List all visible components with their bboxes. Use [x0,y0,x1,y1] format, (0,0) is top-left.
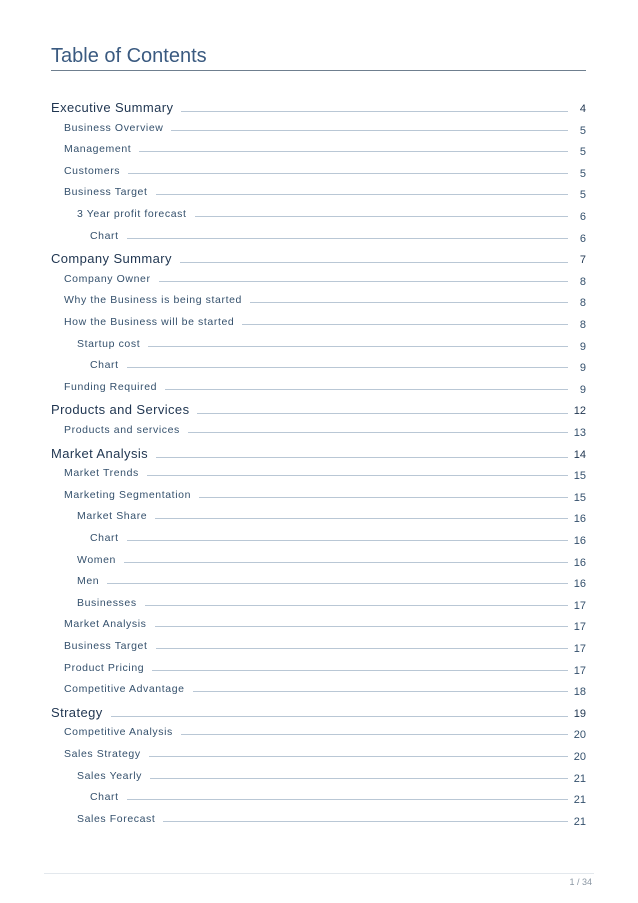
toc-entry-page-number: 9 [579,362,586,375]
toc-entry-label: Market Analysis [64,618,147,631]
toc-section-entry[interactable] [51,402,586,417]
toc-leader-line [128,172,568,174]
toc-entry-page-number: 16 [573,556,586,569]
footer-divider [44,873,594,874]
toc-leader-line [193,690,568,692]
toc-entry-page-number: 8 [579,275,586,288]
toc-leader-line [155,625,568,627]
toc-entry-page-number: 17 [573,643,586,655]
toc-entry[interactable] [77,208,586,223]
toc-entry-label: Management [64,143,132,156]
toc-entry-page-number: 14 [573,448,586,461]
toc-entry-page-number: 21 [573,794,586,807]
toc-leader-line [165,388,568,390]
toc-entry-page-number: 18 [573,686,586,699]
toc-leader-line [111,715,568,717]
toc-entry[interactable] [90,791,586,807]
toc-entry[interactable] [64,618,586,634]
toc-entry-page-number: 17 [573,664,586,677]
toc-entry[interactable] [64,748,586,763]
toc-entry[interactable] [64,467,586,483]
toc-entry-label: Women [77,553,116,566]
toc-entry[interactable] [77,769,586,785]
toc-entry-label: Market Share [77,510,148,523]
toc-entry-label: Products and Services [51,402,190,418]
toc-leader-line [148,345,568,347]
toc-leader-line [127,366,568,368]
toc-entry-page-number: 19 [573,707,586,720]
toc-entry-page-number: 5 [579,124,586,137]
toc-entry-page-number: 17 [573,621,586,634]
toc-entry-page-number: 20 [573,729,586,742]
toc-entry-page-number: 16 [573,513,586,526]
toc-leader-line [156,647,568,649]
toc-entry[interactable] [90,359,586,375]
toc-entry-page-number: 4 [579,103,586,115]
toc-leader-line [156,193,568,195]
toc-entry[interactable] [64,640,586,655]
toc-entry-label: Strategy [51,704,103,720]
toc-entry-page-number: 7 [579,254,586,267]
toc-entry-page-number: 15 [573,491,586,504]
toc-section-entry[interactable] [51,251,586,266]
toc-entry-page-number: 15 [573,470,586,483]
toc-entry[interactable] [90,532,586,547]
toc-leader-line [242,323,568,325]
toc-entry-page-number: 5 [579,146,586,159]
toc-entry-label: Chart [90,532,119,544]
toc-leader-line [150,777,568,779]
toc-leader-line [155,517,568,519]
toc-leader-line [199,496,568,498]
toc-entry-page-number: 6 [579,232,586,245]
toc-entry[interactable] [64,121,586,137]
toc-entry-label: Market Analysis [51,445,149,461]
toc-entry-page-number: 17 [573,599,586,612]
toc-entry[interactable] [64,316,586,331]
toc-entry-label: How the Business will be started [64,316,235,328]
toc-leader-line [250,301,568,303]
toc-leader-line [181,733,568,735]
toc-entry-page-number: 16 [573,578,586,591]
toc-entry[interactable] [64,186,586,202]
toc-leader-line [159,280,568,282]
toc-entry-label: Market Trends [64,467,139,480]
toc-leader-line [197,412,567,414]
toc-entry-label: Company Summary [51,251,172,267]
toc-entry-label: Chart [90,229,119,242]
toc-leader-line [163,820,567,822]
toc-leader-line [124,561,568,563]
toc-entry[interactable] [64,661,586,677]
toc-entry-label: Why the Business is being started [64,294,242,307]
toc-entry[interactable] [64,726,586,742]
toc-leader-line [152,669,568,671]
toc-entry-page-number: 6 [579,211,586,223]
toc-leader-line [181,110,568,112]
toc-entry[interactable] [64,143,586,159]
toc-entry-label: Sales Forecast [77,812,156,825]
page-title: Table of Contents [51,45,207,67]
toc-entry-label: Business Overview [64,121,164,134]
toc-entry-label: Businesses [77,596,137,609]
toc-leader-line [180,261,568,263]
toc-entry-page-number: 21 [573,815,586,828]
toc-section-entry[interactable] [51,100,586,115]
toc-entry[interactable] [64,424,586,439]
toc-entry-page-number: 9 [579,340,586,353]
toc-entry[interactable] [77,812,586,828]
toc-leader-line [127,539,568,541]
toc-leader-line [156,456,568,458]
toc-leader-line [145,604,568,606]
toc-entry-page-number: 9 [579,383,586,396]
toc-entry-page-number: 21 [573,772,586,785]
toc-entry-label: Sales Yearly [77,769,142,782]
page-number: 1 / 34 [569,877,592,887]
toc-leader-line [171,129,568,131]
toc-entry-label: Product Pricing [64,661,145,674]
toc-entry-label: Marketing Segmentation [64,488,192,501]
toc-leader-line [195,215,568,217]
toc-leader-line [147,474,568,476]
toc-entry-label: 3 Year profit forecast [77,208,187,220]
toc-entry-page-number: 5 [579,167,586,180]
toc-entry-label: Products and services [64,424,180,436]
toc-entry-page-number: 8 [579,319,586,331]
toc-entry-label: Business Target [64,640,148,652]
toc-leader-line [139,150,568,152]
toc-entry[interactable] [77,510,586,526]
toc-entry[interactable] [90,229,586,245]
toc-entry[interactable] [77,337,586,353]
toc-entry-label: Customers [64,164,121,177]
toc-entry-label: Startup cost [77,337,141,350]
toc-section-entry[interactable] [51,705,586,720]
toc-entry[interactable] [64,294,586,310]
toc-entry-page-number: 8 [579,297,586,310]
toc-entry-label: Sales Strategy [64,748,141,760]
toc-entry-label: Competitive Advantage [64,683,185,696]
toc-entry[interactable] [64,164,586,180]
toc-entry-label: Competitive Analysis [64,726,173,739]
toc-leader-line [188,431,568,433]
toc-entry[interactable] [77,575,586,591]
toc-entry-label: Men [77,575,100,588]
toc-entry-page-number: 12 [573,405,586,418]
toc-entry-label: Funding Required [64,380,158,393]
toc-leader-line [127,798,568,800]
toc-entry[interactable] [77,553,586,569]
toc-entry[interactable] [64,272,586,288]
toc-entry[interactable] [77,596,586,612]
toc-section-entry[interactable] [51,446,586,461]
toc-entry-page-number: 5 [579,189,586,202]
toc-entry-label: Company Owner [64,272,151,285]
toc-leader-line [107,582,568,584]
toc-entry-page-number: 16 [573,535,586,547]
toc-entry-label: Chart [90,791,119,804]
toc-entry-label: Business Target [64,186,148,199]
toc-entry[interactable] [64,683,586,699]
toc-entry-label: Chart [90,359,119,372]
toc-leader-line [149,755,568,757]
toc-entry-label: Executive Summary [51,100,174,115]
toc-entry[interactable] [64,380,586,396]
toc-entry[interactable] [64,488,586,504]
toc-entry-page-number: 13 [573,427,586,439]
toc-leader-line [127,237,568,239]
toc-entry-page-number: 20 [573,751,586,763]
